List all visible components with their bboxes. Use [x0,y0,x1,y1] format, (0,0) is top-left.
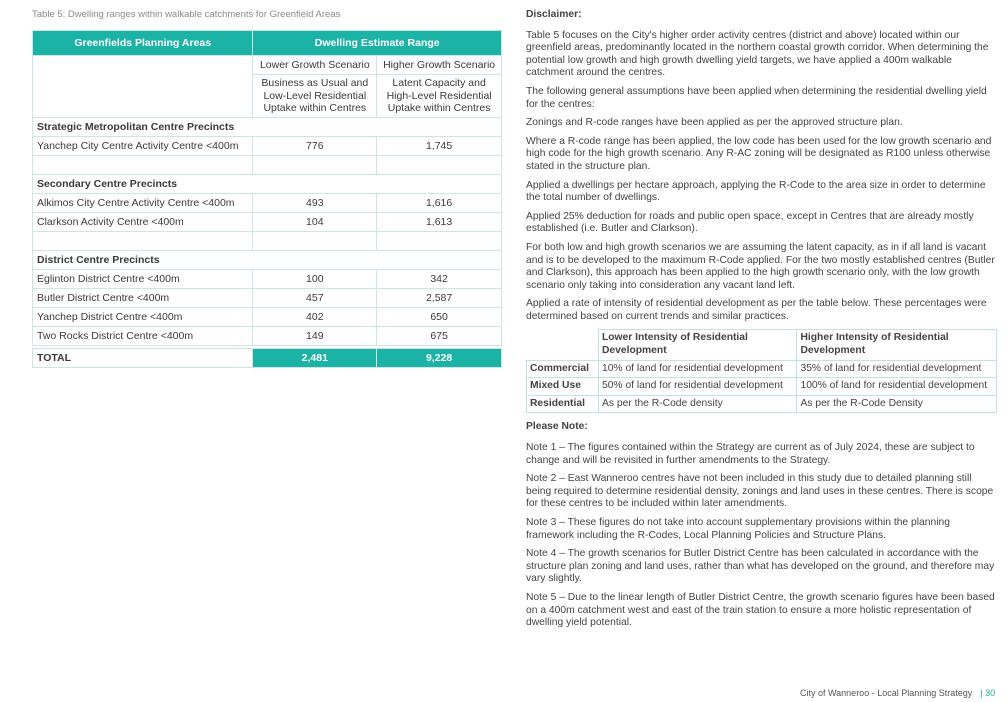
low-value: 493 [253,194,377,213]
low-value: 100 [253,270,377,289]
section-row [33,118,502,137]
intensity-high-value: 35% of land for residential development [797,360,997,378]
intensity-low-value: As per the R-Code density [598,395,797,413]
intensity-low-value: 50% of land for residential development [598,378,797,396]
left-column [32,9,502,368]
section-row [33,251,502,270]
table-row [33,327,502,346]
centre-name: Yanchep City Centre Activity Centre <400m [33,137,253,156]
intensity-row-label: Residential [527,395,599,413]
centre-name: Eglinton District Centre <400m [33,270,253,289]
note-3: Note 3 – These figures do not take into account supplementary provisions within the planning framework including the R-Codes, Local Planning Policies and Structure Plans. [526,517,950,541]
section-title: District Centre Precincts [33,251,502,270]
col-header-areas: Greenfields Planning Areas [33,31,253,56]
intensity-low-value: 10% of land for residential development [598,360,797,378]
low-value: 402 [253,308,377,327]
table-row [33,308,502,327]
disclaimer-p7: For both low and high growth scenarios we are assuming the latent capacity, as in if all land is vacant and is to be developed to the maximum R-Code applied. For the two mostly established centres (Butler and Clarkson), this approach has been applied to the high growth scenario only, with the low growth scenario only taking into consideration any vacant land left. [526,241,995,291]
footer-text: City of Wanneroo - Local Planning Strategy [800,688,973,698]
disclaimer-p2: The following general assumptions have been applied when determining the residential dwelling yield for the centres: [526,85,987,110]
centre-name: Alkimos City Centre Activity Centre <400m [33,194,253,213]
table-row [33,137,502,156]
low-value: 457 [253,289,377,308]
intensity-row [527,395,997,413]
note-1: Note 1 – The figures contained within the Strategy are current as of July 2024, these are subject to change and will be revisited in further amendments to the Strategy. [526,442,975,466]
spacer-row [33,156,502,175]
intensity-high-value: As per the R-Code Density [797,395,997,413]
page-number: | 30 [980,688,996,698]
intensity-row [527,360,997,378]
table-row [33,270,502,289]
disclaimer-heading: Disclaimer: [526,9,582,20]
centre-name: Yanchep District Centre <400m [33,308,253,327]
intensity-table [526,329,997,413]
table-row [33,289,502,308]
disclaimer-p5: Applied a dwellings per hectare approach, applying the R-Code to the area size in order to determine the total number of dwellings. [526,179,986,204]
note-5: Note 5 – Due to the linear length of Butler District Centre, the growth scenario figures have been based on a 400m catchment west and east of the train station to ensure a more holistic representation of dwelling yield potential. [526,591,995,629]
higher-scenario-label: Higher Growth Scenario [377,56,502,75]
intensity-row-label: Commercial [527,360,599,378]
total-high: 9,228 [377,349,502,368]
high-value: 675 [377,327,502,346]
high-value: 2,587 [377,289,502,308]
note-2: Note 2 – East Wanneroo centres have not been included in this study due to detailed planning still being required to determine residential density, zonings and land uses in these centres. There is scope for these centres to be included within later amendments. [526,473,994,510]
spacer-row [33,232,502,251]
note-4: Note 4 – The growth scenarios for Butler District Centre has been calculated in accordance with the structure plan zoning and land uses, rather than what has developed on the ground, and therefore may vary slightly. [526,548,995,585]
intensity-row [527,378,997,396]
total-label: TOTAL [33,349,253,368]
col-header-range: Dwelling Estimate Range [253,31,502,56]
right-column [526,9,998,636]
dwelling-table [32,30,502,368]
centre-name: Butler District Centre <400m [33,289,253,308]
page-footer [800,688,995,698]
table-body [33,118,502,346]
high-value: 1,745 [377,137,502,156]
disclaimer-p4: Where a R-code range has been applied, the low code has been used for the low growth scenario and high code for the high growth scenario. Any R-AC zoning will be designated as R100 unless otherwise stated in the structure plan. [526,135,992,172]
high-value: 1,616 [377,194,502,213]
table-caption: Table 5: Dwelling ranges within walkable catchments for Greenfield Areas [32,9,341,20]
intensity-header-lower: Lower Intensity of Residential Development [598,330,797,360]
intensity-header-row [527,330,997,360]
higher-scenario-desc: Latent Capacity and High-Level Residential Uptake within Centres [377,75,502,118]
disclaimer-p3: Zonings and R-code ranges have been applied as per the approved structure plan. [526,117,903,129]
table-row [33,213,502,232]
intensity-row-label: Mixed Use [527,378,599,396]
centre-name: Clarkson Activity Centre <400m [33,213,253,232]
table-header-row [33,31,502,56]
intensity-high-value: 100% of land for residential development [797,378,997,396]
high-value: 1,613 [377,213,502,232]
low-value: 149 [253,327,377,346]
lower-scenario-desc: Business as Usual and Low-Level Residential Uptake within Centres [253,75,377,118]
low-value: 104 [253,213,377,232]
high-value: 342 [377,270,502,289]
total-row [33,349,502,368]
low-value: 776 [253,137,377,156]
lower-scenario-label: Lower Growth Scenario [253,56,377,75]
disclaimer-p8: Applied a rate of intensity of residential development as per the table below. These percentages were determined based on current trends and similar practices. [526,298,987,322]
section-title: Strategic Metropolitan Centre Precincts [33,118,502,137]
centre-name: Two Rocks District Centre <400m [33,327,253,346]
section-row [33,175,502,194]
intensity-header-higher: Higher Intensity of Residential Development [797,330,997,360]
notes-heading: Please Note: [526,421,588,433]
disclaimer-p1: Table 5 focuses on the City's higher order activity centres (district and above) located within our greenfield areas, predominantly located in the northern coastal growth corridor. When determining the potential low growth and high growth dwelling yield targets, we have applied a 400m walkable catchment around the centres. [526,29,989,79]
section-title: Secondary Centre Precincts [33,175,502,194]
total-low: 2,481 [253,349,377,368]
disclaimer-p6: Applied 25% deduction for roads and public open space, except in Centres that are already mostly established (i.e. Butler and Clarkson). [526,210,974,235]
scenario-label-row [33,56,502,75]
table-row [33,194,502,213]
high-value: 650 [377,308,502,327]
